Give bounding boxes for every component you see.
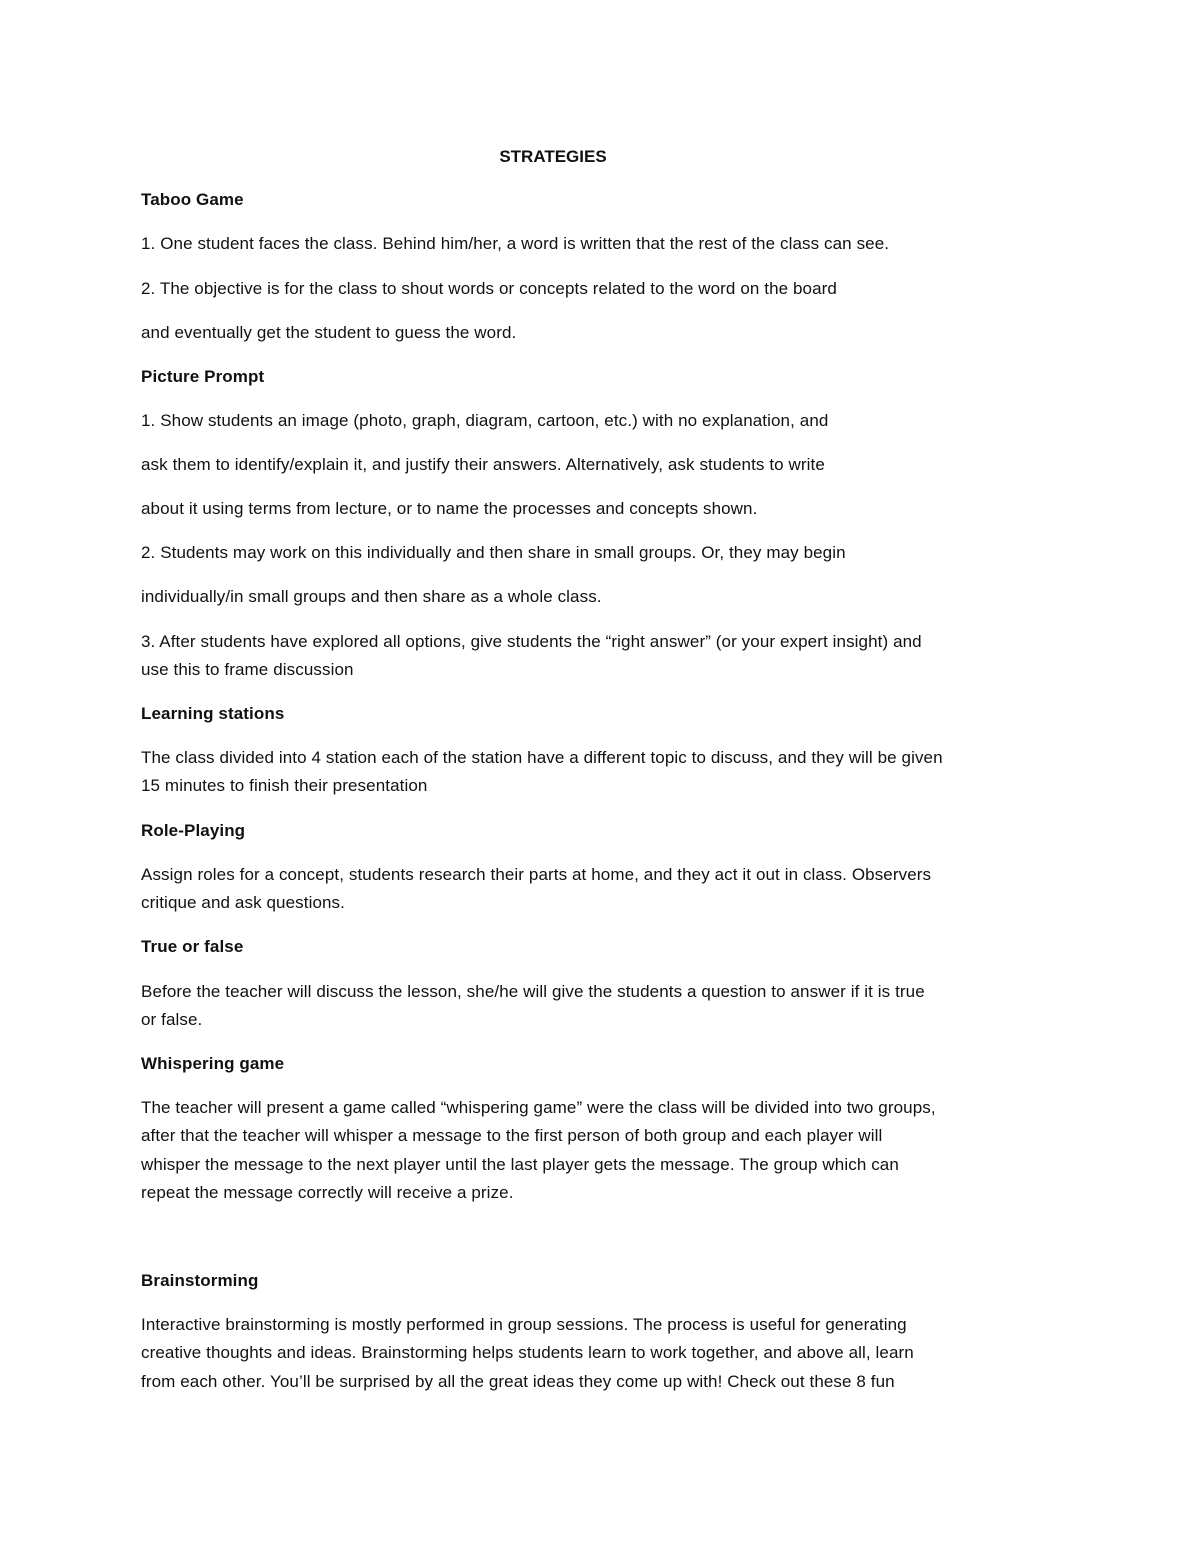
heading-picture-prompt: Picture Prompt xyxy=(141,367,265,386)
brainstorming-line-3: from each other. You’ll be surprised by all the great ideas they come up with! Check out these 8 fun xyxy=(141,1372,895,1391)
heading-whispering-game: Whispering game xyxy=(141,1054,285,1073)
heading-learning-stations: Learning stations xyxy=(141,704,285,723)
picture-prompt-line-3: about it using terms from lecture, or to name the processes and concepts shown. xyxy=(141,499,758,518)
role-playing-line-1: Assign roles for a concept, students research their parts at home, and they act it out in class. Observers xyxy=(141,865,932,884)
taboo-line-1: 1. One student faces the class. Behind him/her, a word is written that the rest of the class can see. xyxy=(141,234,890,253)
page-title: STRATEGIES xyxy=(499,147,607,166)
role-playing-line-2: critique and ask questions. xyxy=(141,893,345,912)
brainstorming-line-1: Interactive brainstorming is mostly performed in group sessions. The process is useful for generating xyxy=(141,1315,907,1334)
picture-prompt-line-6: 3. After students have explored all options, give students the “right answer” (or your expert insight) and xyxy=(141,632,922,651)
taboo-line-2: 2. The objective is for the class to shout words or concepts related to the word on the board xyxy=(141,279,837,298)
picture-prompt-line-2: ask them to identify/explain it, and justify their answers. Alternatively, ask students to write xyxy=(141,455,825,474)
heading-brainstorming: Brainstorming xyxy=(141,1271,259,1290)
picture-prompt-line-5: individually/in small groups and then share as a whole class. xyxy=(141,587,602,606)
heading-true-or-false: True or false xyxy=(141,937,244,956)
learning-stations-line-1: The class divided into 4 station each of the station have a different topic to discuss, and they will be given xyxy=(141,748,943,767)
picture-prompt-line-7: use this to frame discussion xyxy=(141,660,354,679)
true-false-line-1: Before the teacher will discuss the lesson, she/he will give the students a question to answer if it is true xyxy=(141,982,925,1001)
picture-prompt-line-4: 2. Students may work on this individually and then share in small groups. Or, they may begin xyxy=(141,543,846,562)
whispering-line-1: The teacher will present a game called “whispering game” were the class will be divided into two groups, xyxy=(141,1098,936,1117)
taboo-line-3: and eventually get the student to guess the word. xyxy=(141,323,517,342)
brainstorming-line-2: creative thoughts and ideas. Brainstorming helps students learn to work together, and above all, learn xyxy=(141,1343,914,1362)
whispering-line-2: after that the teacher will whisper a message to the first person of both group and each player will xyxy=(141,1126,883,1145)
whispering-line-3: whisper the message to the next player until the last player gets the message. The group which can xyxy=(141,1155,899,1174)
learning-stations-line-2: 15 minutes to finish their presentation xyxy=(141,776,428,795)
true-false-line-2: or false. xyxy=(141,1010,203,1029)
heading-taboo-game: Taboo Game xyxy=(141,190,244,209)
whispering-line-4: repeat the message correctly will receive a prize. xyxy=(141,1183,514,1202)
picture-prompt-line-1: 1. Show students an image (photo, graph, diagram, cartoon, etc.) with no explanation, and xyxy=(141,411,829,430)
heading-role-playing: Role-Playing xyxy=(141,821,246,840)
